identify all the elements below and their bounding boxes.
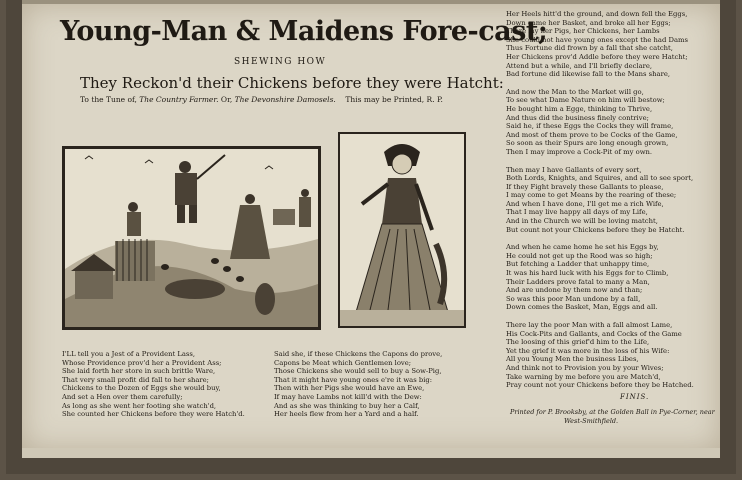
tune-name-1: The Country Farmer. xyxy=(139,95,219,104)
verse-left-column xyxy=(62,350,245,419)
verse-line: And when I have done, I'll get me a rich Wife, xyxy=(506,199,664,208)
verse-line: Her Heels hitt'd the ground, and down fell the Eggs, xyxy=(506,10,688,18)
page-title: Young-Man & Maidens Fore-cast; xyxy=(60,16,548,47)
finis: FINIS. xyxy=(620,393,650,401)
stanza xyxy=(506,243,694,312)
verse-line: And set a Hen over them carefully; xyxy=(62,392,183,401)
verse-line: Chickens to the Dozen of Eggs she would buy, xyxy=(62,384,221,393)
verse-line: I may come to get Means by the rearing of these; xyxy=(506,191,677,200)
verse-line: It was his hard luck with his Eggs for to Climb, xyxy=(506,269,669,278)
verse-line: Then with her Pigs she would have an Ewe, xyxy=(274,384,425,393)
verse-line: Pray count not your Chickens before they be Hatched. xyxy=(506,381,694,390)
verse-line: And in the Church we will be loving matcht, xyxy=(506,217,658,226)
verse-line: And are undone by them now and than; xyxy=(506,286,643,295)
verse-line: That very small profit did fall to her share; xyxy=(62,375,209,384)
verse-line: Whose Providence prov'd her a Provident Ass; xyxy=(62,358,222,367)
shewing-how: SHEWING HOW xyxy=(234,57,327,67)
subtitle: They Reckon'd their Chickens before they were Hatcht: xyxy=(80,74,504,92)
verse-line: He bought him a Egge, thinking to Thrive, xyxy=(506,104,653,113)
verse-line: But count not your Chickens before they be Hatcht. xyxy=(506,225,685,234)
verse-line: If may have Lambs not kill'd with the Dew: xyxy=(274,392,422,401)
verse-line: I'LL tell you a Jest of a Provident Lass, xyxy=(62,350,196,358)
woodcut-farm-scene xyxy=(62,146,321,330)
verse-line: Her Chickens prov'd Addle before they were Hatcht; xyxy=(506,52,688,61)
broadside-sheet xyxy=(22,4,720,450)
verse-line: And most of them prove to be Cocks of the Game, xyxy=(506,130,678,139)
verse-line: That it might have young ones e're it was big: xyxy=(274,375,433,384)
verse-line: Said he, if these Eggs the Cocks they will frame, xyxy=(506,122,674,131)
sheet-bottom-edge xyxy=(22,448,720,458)
imprint xyxy=(510,408,715,426)
verse-line: But fetching a Ladder that unhappy time, xyxy=(506,260,650,269)
verse-line: The loosing of this grief'd him to the Life, xyxy=(506,338,650,347)
verse-line: Bad fortune did likewise fall to the Mans share, xyxy=(506,70,671,79)
verse-line: Both Lords, Knights, and Squires, and all to see sport, xyxy=(506,174,694,183)
verse-line: Take warning by me before you are Match'd, xyxy=(506,372,661,381)
verse-line: He could not get up the Rood was so high; xyxy=(506,251,653,260)
verse-right-column xyxy=(506,10,694,399)
verse-line: Thus Fortune did frown by a fall that she catcht, xyxy=(506,44,673,53)
verse-line: Then I may improve a Cock-Pit of my own. xyxy=(506,147,653,156)
tune-line xyxy=(80,95,443,104)
tune-prefix: To the Tune of, xyxy=(80,95,137,104)
verse-line: And now the Man to the Market will go, xyxy=(506,87,644,96)
tune-name-2: The Devonshire Damosels. xyxy=(234,95,336,104)
verse-line: There lay the poor Man with a fall almost Lame, xyxy=(506,321,673,329)
license-note: This may be Printed, R. P. xyxy=(345,95,443,104)
imprint-line: West-Smithfield. xyxy=(564,417,619,425)
verse-line: She could not have young ones except the had Dams xyxy=(506,35,688,44)
verse-line: So soon as their Spurs are long enough grown, xyxy=(506,139,669,148)
verse-line: And think not to Provision you by your Wives; xyxy=(506,363,664,372)
verse-line: So was this poor Man undone by a fall, xyxy=(506,294,641,303)
verse-line: Then may I have Gallants of every sort, xyxy=(506,165,642,174)
verse-line: To see what Dame Nature on him will bestow; xyxy=(506,96,665,105)
verse-line: Capons be Meat which Gentlemen love; xyxy=(274,358,412,367)
verse-line: She counted her Chickens before they were Hatch'd. xyxy=(62,410,245,419)
verse-line: Attend but a while, and I'll briefly declare, xyxy=(506,61,653,70)
verse-line: And as she was thinking to buy her a Calf, xyxy=(274,401,420,410)
verse-line: Yet the grief it was more in the loss of his Wife: xyxy=(506,346,670,355)
woodcut-maiden-figure xyxy=(338,132,466,328)
verse-line: Said she, if these Chickens the Capons do prove, xyxy=(274,350,443,358)
verse-line: And when he came home he set his Eggs by, xyxy=(506,243,659,252)
verse-line: And thus did the business finely contrive; xyxy=(506,113,649,122)
verse-line: All you Young Men the business Libes, xyxy=(506,355,639,364)
stanza xyxy=(506,10,694,79)
stanza xyxy=(506,321,694,390)
verse-middle-column xyxy=(274,350,442,419)
verse-line: She laid forth her store in such brittle Ware, xyxy=(62,367,216,376)
verse-line: Down comes the Basket, Man, Eggs and all. xyxy=(506,303,658,312)
verse-line: As long as she went her footing she watch'd, xyxy=(62,401,217,410)
verse-line: Those Chickens she would sell to buy a Sow-Pig, xyxy=(274,367,442,376)
imprint-line: Printed for P. Brooksby, at the Golden Ball in Pye-Corner, near xyxy=(510,408,715,416)
tune-or: Or, xyxy=(220,95,233,104)
stanza xyxy=(506,166,694,235)
verse-line: There lay her Pigs, her Chickens, her Lambs xyxy=(506,27,660,36)
verse-line: That I may live happy all days of my Life, xyxy=(506,208,648,217)
verse-line: Their Ladders prove fatal to many a Man, xyxy=(506,277,650,286)
stanza xyxy=(506,88,694,157)
verse-line: Down came her Basket, and broke all her Eggs; xyxy=(506,18,671,27)
verse-line: If they Fight bravely these Gallants to please, xyxy=(506,182,664,191)
verse-line: His Cock-Pits and Gallants, and Cocks of the Game xyxy=(506,329,682,338)
verse-line: Her heels flew from her a Yard and a half. xyxy=(274,410,419,419)
